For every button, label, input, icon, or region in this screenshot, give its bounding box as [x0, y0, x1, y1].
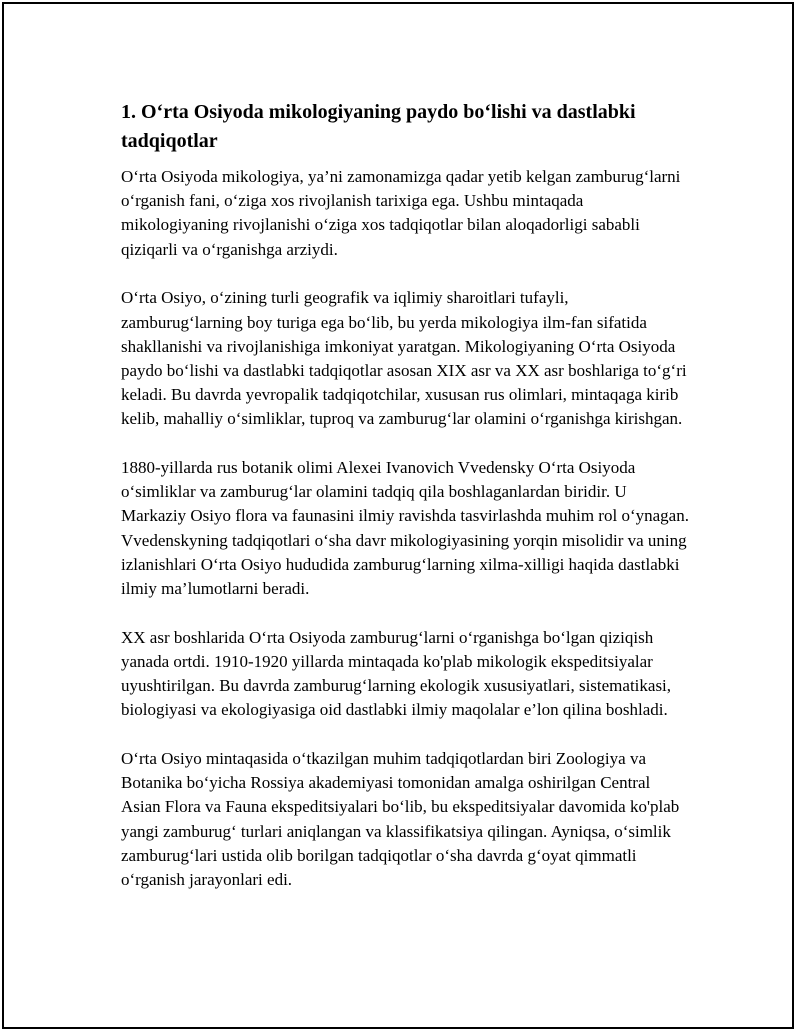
paragraph-5: O‘rta Osiyo mintaqasida o‘tkazilgan muhim tadqiqotlardan biri Zoologiya va Botanika bo‘yicha Rossiya akademiyasi tomonidan amalga oshirilgan Central Asian Flora va Fauna ekspeditsiyalari bo‘lib, bu ekspeditsiyalar davomida ko'plab yangi zamburug‘ turlari aniqlangan va klassifikatsiya qilingan. Ayniqsa, o‘simlik zamburug‘lari ustida olib borilgan tadqiqotlar o‘sha davrda g‘oyat qimmatli o‘rganish jarayonlari edi.	[121, 749, 680, 890]
document-body	[121, 98, 691, 917]
paragraph-2: O‘rta Osiyo, o‘zining turli geografik va iqlimiy sharoitlari tufayli, zamburug‘larning boy turiga ega bo‘lib, bu yerda mikologiya ilm-fan sifatida shakllanishi va rivojlanishiga imkoniyat yaratgan. Mikologiyaning O‘rta Osiyoda paydo bo‘lishi va dastlabki tadqiqotlar asosan XIX asr va XX asr boshlariga to‘g‘ri keladi. Bu davrda yevropalik tadqiqotchilar, xususan rus olimlari, mintaqaga kirib kelib, mahalliy o‘simliklar, tuproq va zamburug‘lar olamini o‘rganishga kirishgan.	[121, 288, 687, 429]
page-frame	[2, 2, 794, 1029]
paragraph-4: XX asr boshlarida O‘rta Osiyoda zamburug‘larni o‘rganishga bo‘lgan qiziqish yanada ortdi. 1910-1920 yillarda mintaqada ko'plab mikologik ekspeditsiyalar uyushtirilgan. Bu davrda zamburug‘larning ekologik xususiyatlari, sistematikasi, biologiyasi va ekologiyasiga oid dastlabki ilmiy maqolalar e’lon qilina boshladi.	[121, 627, 672, 720]
paragraph-1: O‘rta Osiyoda mikologiya, ya’ni zamonamizga qadar yetib kelgan zamburug‘larni o‘rganish fani, o‘ziga xos rivojlanish tarixiga ega. Ushbu mintaqada mikologiyaning rivojlanishi o‘ziga xos tadqiqotlar bilan aloqadorligi sababli qiziqarli va o‘rganishga arziydi.	[121, 167, 681, 259]
section-heading: 1. O‘rta Osiyoda mikologiyaning paydo bo‘lishi va dastlabki tadqiqotlar	[121, 101, 636, 152]
paragraph-3: 1880-yillarda rus botanik olimi Alexei Ivanovich Vvedensky O‘rta Osiyoda o‘simliklar va zamburug‘lar olamini tadqiq qila boshlaganlardan biridir. U Markaziy Osiyo flora va faunasini ilmiy ravishda tasvirlashda muhim rol o‘ynagan. Vvedenskyning tadqiqotlari o‘sha davr mikologiyasining yorqin misolidir va uning izlanishlari O‘rta Osiyo hududida zamburug‘larning xilma-xilligi haqida dastlabki ilmiy ma’lumotlarni beradi.	[121, 458, 689, 599]
